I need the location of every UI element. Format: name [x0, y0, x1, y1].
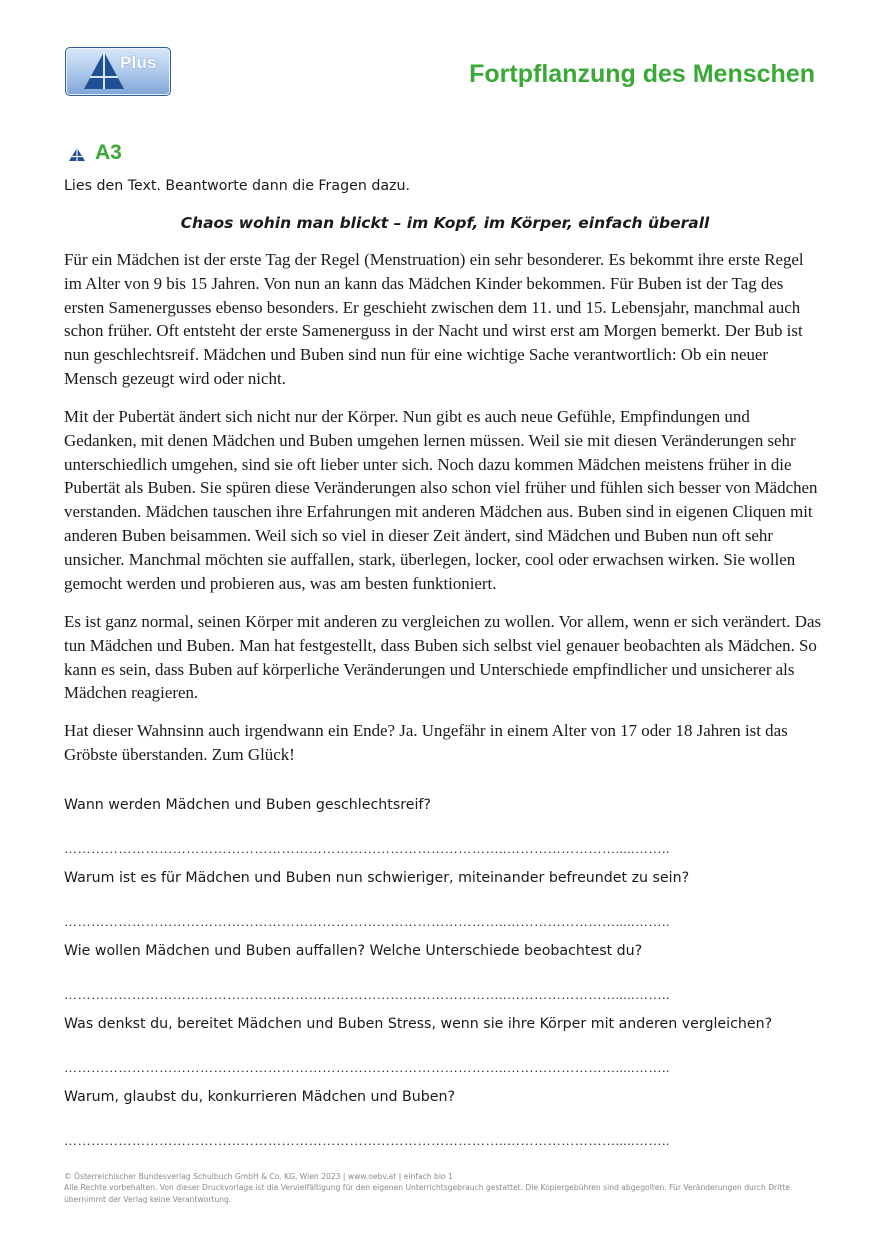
question-3: Wie wollen Mädchen und Buben auffallen? Welche Unterschiede beobachtest du?	[64, 943, 643, 959]
paragraph-text: Für ein Mädchen ist der erste Tag der Regel (Menstruation) ein sehr besonderer. Es bekommt ihre erste Regel im Alter von 9 bis 15 Jahren. Von nun an kann das Mädchen Kinder bekommen. Für Buben ist der Tag des ersten Samenergusses ebenso besonders. Er geschieht zwischen dem 11. und 15. Lebensjahr, manchmal auch schon früher. Oft entsteht der erste Samenerguss in der Nacht und wirst erst am Morgen bemerkt. Der Bub ist nun geschlechtsreif. Mädchen und Buben sind nun für eine wichtige Sache verantwortlich: Ob ein neuer Mensch gezeugt wird oder nicht.	[64, 250, 804, 388]
plus-logo	[65, 47, 171, 96]
question-5: Warum, glaubst du, konkurrieren Mädchen und Buben?	[64, 1089, 456, 1105]
triangle-icon	[68, 147, 86, 162]
story-paragraph-4	[64, 719, 824, 767]
paragraph-text: Hat dieser Wahnsinn auch irgendwann ein Ende? Ja. Ungefähr in einem Alter von 17 oder 18 Jahren ist das Gröbste überstanden. Zum Glück!	[64, 721, 788, 764]
story-paragraph-2	[64, 405, 824, 595]
answer-line-3[interactable]: ……………………………………………………………………………………..…………………….....……..	[64, 987, 670, 1002]
task-instruction: Lies den Text. Beantworte dann die Fragen dazu.	[64, 178, 410, 194]
question-4: Was denkst du, bereitet Mädchen und Buben Stress, wenn sie ihre Körper mit anderen vergleichen?	[64, 1016, 773, 1032]
task-label: A3	[95, 141, 122, 164]
story-paragraph-1	[64, 248, 824, 391]
answer-line-5[interactable]: ……………………………………………………………………………………..…………………….....……..	[64, 1133, 670, 1148]
answer-line-2[interactable]: ……………………………………………………………………………………..…………………….....……..	[64, 914, 670, 929]
logo-label: Plus	[120, 53, 157, 72]
story-paragraph-3	[64, 610, 824, 705]
footer-line-2: Alle Rechte vorbehalten. Von dieser Druckvorlage ist die Vervielfältigung für den eigenen Unterrichtsgebrauch gestattet. Die Kopiergebühren sind abgegolten. Für Veränderungen durch Dritte übernimmt der Verlag keine Verantwortung.	[64, 1183, 790, 1204]
paragraph-text: Mit der Pubertät ändert sich nicht nur der Körper. Nun gibt es auch neue Gefühle, Empfindungen und Gedanken, mit denen Mädchen und Buben umgehen lernen müssen. Weil sie mit diesen Veränderungen sehr unterschiedlich umgehen, sind sie oft lieber unter sich. Noch dazu kommen Mädchen meistens früher in die Pubertät als Buben. Sie spüren diese Veränderungen also schon viel früher und fühlen sich besser von Mädchen verstanden. Mädchen tauschen ihre Erfahrungen mit anderen Mädchen aus. Buben sind in eigenen Cliquen mit anderen Buben beisammen. Weil sich so viel in dieser Zeit ändert, sind Mädchen und Buben nun oft sehr unsicher. Manchmal möchten sie auffallen, stark, überlegen, locker, cool oder erwachsen wirken. Sie wollen gemocht werden und probieren aus, was am besten funktioniert.	[64, 407, 818, 593]
question-2: Warum ist es für Mädchen und Buben nun schwieriger, miteinander befreundet zu sein?	[64, 870, 690, 886]
paragraph-text: Es ist ganz normal, seinen Körper mit anderen zu vergleichen zu wollen. Vor allem, wenn er sich verändert. Das tun Mädchen und Buben. Man hat festgestellt, dass Buben sich selbst viel genauer beobachten als Mädchen. So kann es sein, dass Buben auf körperliche Veränderungen und Unterschiede empfindlicher und unsicherer als Mädchen reagieren.	[64, 612, 822, 703]
copyright-footer	[64, 1171, 834, 1205]
page-title: Fortpflanzung des Menschen	[469, 60, 815, 88]
story-title: Chaos wohin man blickt – im Kopf, im Körper, einfach überall	[180, 214, 710, 232]
answer-line-1[interactable]: ……………………………………………………………………………………..…………………….....……..	[64, 841, 670, 856]
question-1: Wann werden Mädchen und Buben geschlechtsreif?	[64, 797, 431, 813]
answer-line-4[interactable]: ……………………………………………………………………………………..…………………….....……..	[64, 1060, 670, 1075]
footer-line-1: © Österreichischer Bundesverlag Schulbuch GmbH & Co. KG, Wien 2023 | www.oebv.at | einfach bio 1	[64, 1172, 453, 1181]
